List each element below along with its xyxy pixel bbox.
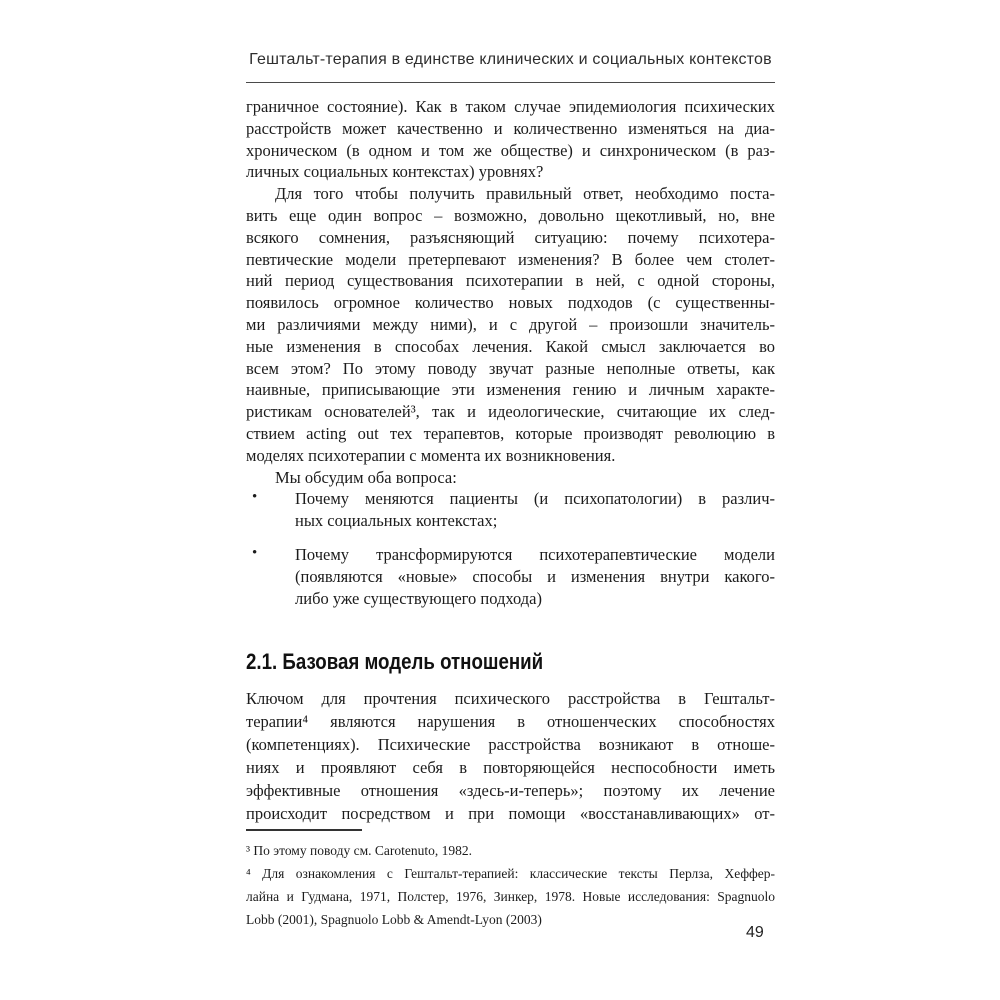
text-line: всем этом? По этому поводу звучат разные неполные ответы, как bbox=[246, 358, 775, 378]
bullet-list bbox=[246, 488, 775, 609]
text-line: ных социальных контекстах; bbox=[295, 511, 498, 531]
text-line: хроническом (в одном и том же обществе) и синхроническом (в раз- bbox=[246, 140, 775, 160]
footnote bbox=[246, 862, 775, 931]
text-line: (компетенциях). Психические расстройства возникают в отноше- bbox=[246, 735, 775, 755]
paragraph-continued bbox=[246, 96, 775, 183]
text-line: наивные, приписывающие эти изменения гению и личным характе- bbox=[246, 380, 775, 400]
text-line: моделях психотерапии с момента их возникновения. bbox=[246, 445, 616, 465]
running-header: Гештальт-терапия в единстве клинических и социальных контекстов bbox=[249, 51, 772, 68]
text-line: ствием acting out тех терапевтов, которые производят революцию в bbox=[246, 423, 775, 443]
text-line: Ключом для прочтения психического расстройства в Гештальт- bbox=[246, 689, 775, 709]
text-line: вить еще один вопрос – возможно, довольно щекотливый, но, вне bbox=[246, 205, 775, 225]
text-line: личных социальных контекстах) уровнях? bbox=[246, 162, 544, 182]
text-line: Мы обсудим оба вопроса: bbox=[275, 467, 457, 487]
text-line: ные изменения в способах лечения. Какой смысл заключается во bbox=[246, 336, 775, 356]
footnotes bbox=[246, 839, 775, 931]
text-line: происходит посредством и при помощи «восстанавливающих» от- bbox=[246, 804, 775, 824]
bullet-icon: • bbox=[252, 544, 258, 561]
paragraph bbox=[246, 183, 775, 466]
text-line: ниях и проявляют себя в повторяющейся неспособности иметь bbox=[246, 758, 775, 778]
text-line: Почему трансформируются психотерапевтические модели bbox=[295, 544, 775, 564]
text-line: ний период существования психотерапии в ней, с одной стороны, bbox=[246, 271, 775, 291]
text-line: либо уже существующего подхода) bbox=[295, 588, 543, 608]
page-content bbox=[246, 96, 775, 931]
paragraph bbox=[246, 687, 775, 825]
text-line: Lobb (2001), Spagnuolo Lobb & Amendt-Lyon (2003) bbox=[246, 912, 542, 928]
text-line: появилось огромное количество новых подходов (с существенны- bbox=[246, 293, 775, 313]
paragraph-intro bbox=[246, 467, 775, 489]
text-line: ³ По этому поводу см. Carotenuto, 1982. bbox=[246, 843, 472, 859]
bullet-item bbox=[246, 488, 775, 532]
section-heading: 2.1. Базовая модель отношений bbox=[246, 649, 544, 675]
text-line: ристикам основателей³, так и идеологические, считающие их след- bbox=[246, 402, 775, 422]
footnote-separator bbox=[246, 829, 362, 831]
text-line: ⁴ Для ознакомления с Гештальт-терапией: классические тексты Перлза, Хеффер- bbox=[246, 866, 775, 882]
text-line: эффективные отношения «здесь-и-теперь»; поэтому их лечение bbox=[246, 781, 775, 801]
text-line: ми различиями между ними), и с другой – произошли значитель- bbox=[246, 314, 775, 334]
page-number: 49 bbox=[746, 924, 764, 941]
text-line: Для того чтобы получить правильный ответ, необходимо поста- bbox=[275, 184, 775, 204]
bullet-icon: • bbox=[252, 489, 258, 506]
text-line: Почему меняются пациенты (и психопатологии) в различ- bbox=[295, 489, 775, 509]
header-rule bbox=[246, 82, 775, 83]
text-line: всякого сомнения, разъясняющий ситуацию: почему психотера- bbox=[246, 227, 775, 247]
text-line: певтические модели претерпевают изменения? В более чем столет- bbox=[246, 249, 775, 269]
text-line: (появляются «новые» способы и изменения внутри какого- bbox=[295, 566, 775, 586]
bullet-item bbox=[246, 544, 775, 609]
text-line: лайна и Гудмана, 1971, Полстер, 1976, Зинкер, 1978. Новые исследования: Spagnuolo bbox=[246, 889, 775, 905]
text-line: расстройств может качественно и количественно изменяться на диа- bbox=[246, 118, 775, 138]
text-line: граничное состояние). Как в таком случае эпидемиология психических bbox=[246, 97, 775, 116]
footnote bbox=[246, 839, 775, 862]
text-line: терапии⁴ являются нарушения в отношенческих способностях bbox=[246, 712, 775, 732]
